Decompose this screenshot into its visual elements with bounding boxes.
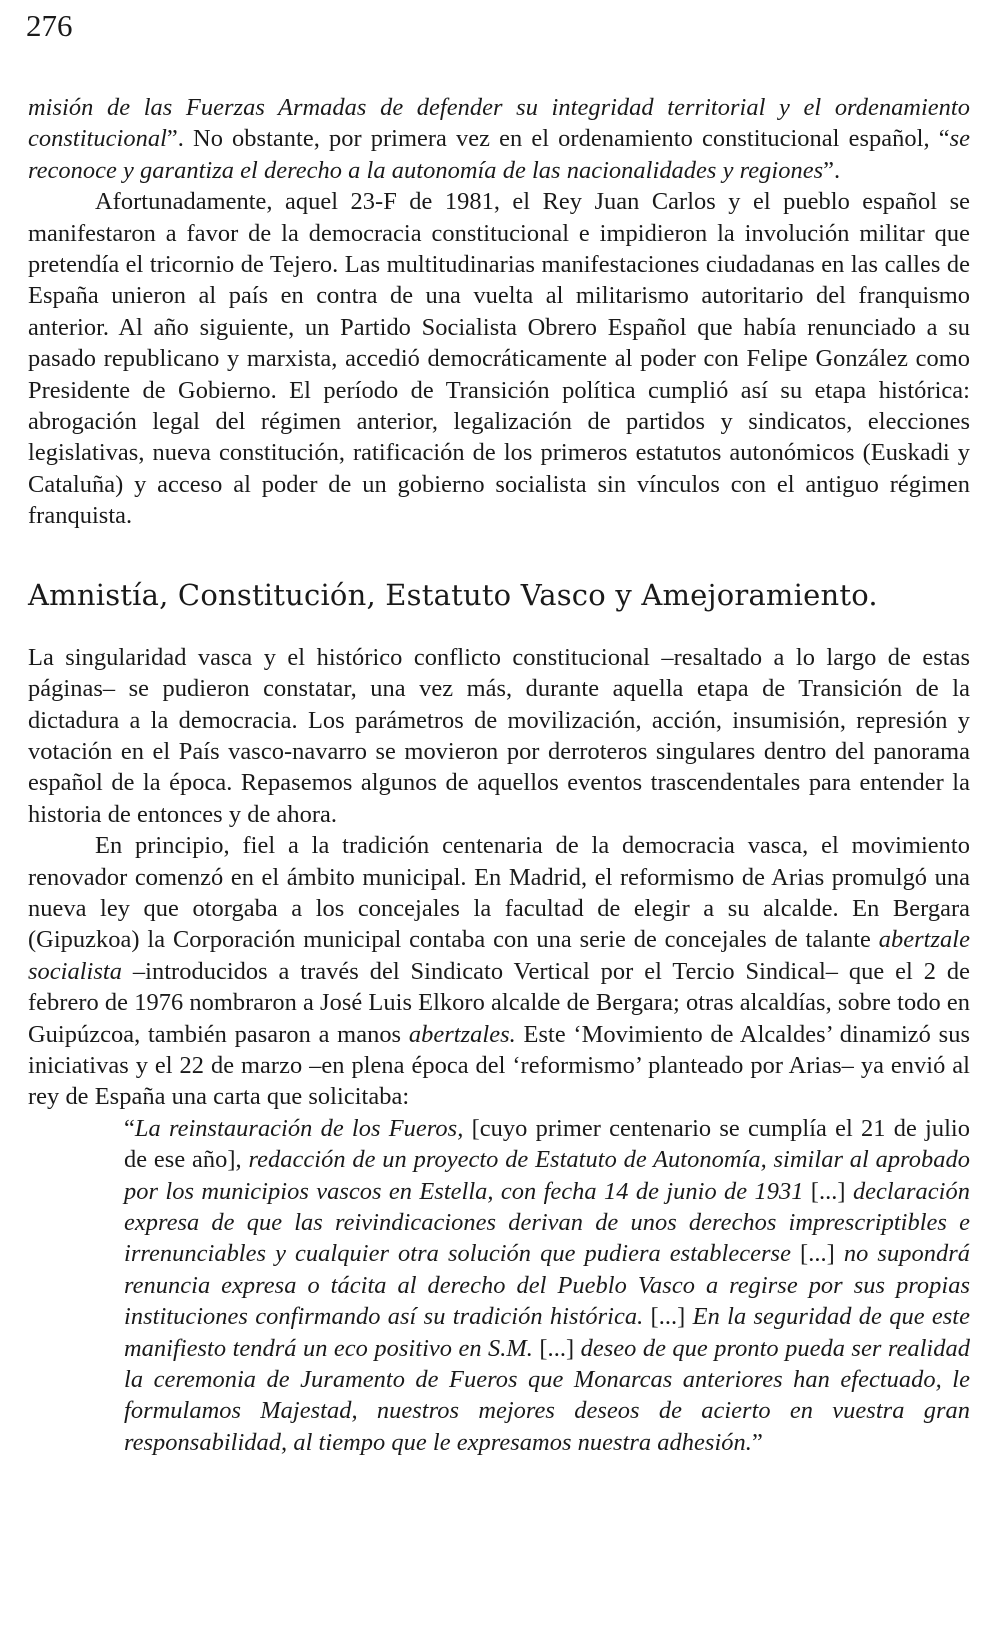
italic-segment: declaración expresa de que las reivindicaciones derivan de unos derechos imprescriptibles e irrenunciables y cualquier otra solución que pudiera establecerse xyxy=(124,1177,970,1268)
text-segment: [...] xyxy=(532,1334,581,1362)
text-segment: [...] xyxy=(643,1303,693,1331)
text-segment: [...] xyxy=(790,1240,844,1268)
quote-paragraph xyxy=(124,1113,970,1458)
body-paragraph xyxy=(28,92,970,186)
text-segment: [...] xyxy=(803,1177,853,1205)
italic-segment: abertzale socialista xyxy=(28,926,970,985)
italic-segment: se reconoce y garantiza el derecho a la autonomía de las nacionalidades y regiones xyxy=(28,125,970,184)
italic-segment: abertzales. xyxy=(408,1020,516,1048)
body-paragraph xyxy=(28,186,970,531)
italic-segment: no supondrá renuncia expresa o tácita al derecho del Pueblo Vasco a regirse por sus propias instituciones confirmando así su tradición histórica. xyxy=(124,1240,970,1331)
italic-segment: redacción de un proyecto de Estatuto de Autonomía, similar al aprobado por los municipios vascos en Estella, con fecha 14 de junio de 1931 xyxy=(124,1146,971,1205)
intro-text xyxy=(28,92,970,532)
section-heading: Amnistía, Constitución, Estatuto Vasco y Amejoramiento. xyxy=(28,577,878,612)
text-segment: “ xyxy=(124,1114,135,1142)
text-segment: –introducidos a través del Sindicato Vertical por el Tercio Sindical– que el 2 de febrero de 1976 nombraron a José Luis Elkoro alcalde de Bergara; otras alcaldías, sobre todo en Guipúzcoa, también pasaron a manos xyxy=(28,957,970,1048)
text-segment: Este ‘Movimiento de Alcaldes’ dinamizó sus iniciativas y el 22 de marzo –en plena época del ‘reformismo’ planteado por Arias– ya envió al rey de España una carta que solicitaba: xyxy=(28,1020,970,1111)
text-segment: La singularidad vasca y el histórico conflicto constitucional –resaltado a lo largo de estas páginas– se pudieron constatar, una vez más, durante aquella etapa de Transición de la dictadura a la democracia. Los parámetros de movilización, acción, insumisión, represión y votación en el País vasco-navarro se movieron por derroteros singulares dentro del panorama español de la época. Repasemos algunos de aquellos eventos trascendentales para entender la historia de entonces y de ahora. xyxy=(28,643,970,828)
block-quote xyxy=(124,1113,970,1458)
text-segment: Afortunadamente, aquel 23-F de 1981, el Rey Juan Carlos y el pueblo español se manifestaron a favor de la democracia constitucional e impidieron la involución militar que pretendía el tricornio de Tejero. Las multitudinarias manifestaciones ciudadanas en las calles de España unieron al país en contra de una vuelta al militarismo autoritario del franquismo anterior. Al año siguiente, un Partido Socialista Obrero Español que había renunciado a su pasado republicano y marxista, accedió democráticamente al poder con Felipe González como Presidente de Gobierno. El período de Transición política cumplió así su etapa histórica: abrogación legal del régimen anterior, legalización de partidos y sindicatos, elecciones legislativas, nueva constitución, ratificación de los primeros estatutos autonómicos (Euskadi y Cataluña) y acceso al poder de un gobierno socialista sin vínculos con el antiguo régimen franquista. xyxy=(28,188,970,530)
text-segment: ”. No obstante, por primera vez en el ordenamiento constitucional español, “ xyxy=(166,125,950,153)
text-segment: En principio, fiel a la tradición centenaria de la democracia vasca, el movimiento renovador comenzó en el ámbito municipal. En Madrid, el reformismo de Arias promulgó una nueva ley que otorgaba a los concejales la facultad de elegir a su alcalde. En Bergara (Gipuzkoa) la Corporación municipal contaba con una serie de concejales de talante xyxy=(28,832,970,954)
body-paragraph xyxy=(28,830,970,1113)
page-number: 276 xyxy=(26,8,73,43)
page-body xyxy=(28,92,970,1458)
text-segment: ”. xyxy=(823,156,841,184)
italic-segment: misión de las Fuerzas Armadas de defender su integridad territorial y el ordenamiento constitucional xyxy=(28,94,970,153)
text-segment: [cuyo primer centenario se cumplía el 21 de julio de ese año], xyxy=(124,1114,971,1174)
italic-segment: deseo de que pronto pueda ser realidad la ceremonia de Juramento de Fueros que Monarcas anteriores han efectuado, le formulamos Majestad, nuestros mejores deseos de acierto en vuestra gran responsabilidad, al tiempo que le expresamos nuestra adhesión. xyxy=(124,1334,970,1456)
body-paragraph xyxy=(28,642,970,830)
italic-segment: La reinstauración de los Fueros, xyxy=(134,1114,464,1142)
text-segment: ” xyxy=(751,1428,763,1456)
italic-segment: En la seguridad de que este manifiesto tendrá un eco positivo en S.M. xyxy=(124,1303,971,1362)
section-text xyxy=(28,642,970,1113)
